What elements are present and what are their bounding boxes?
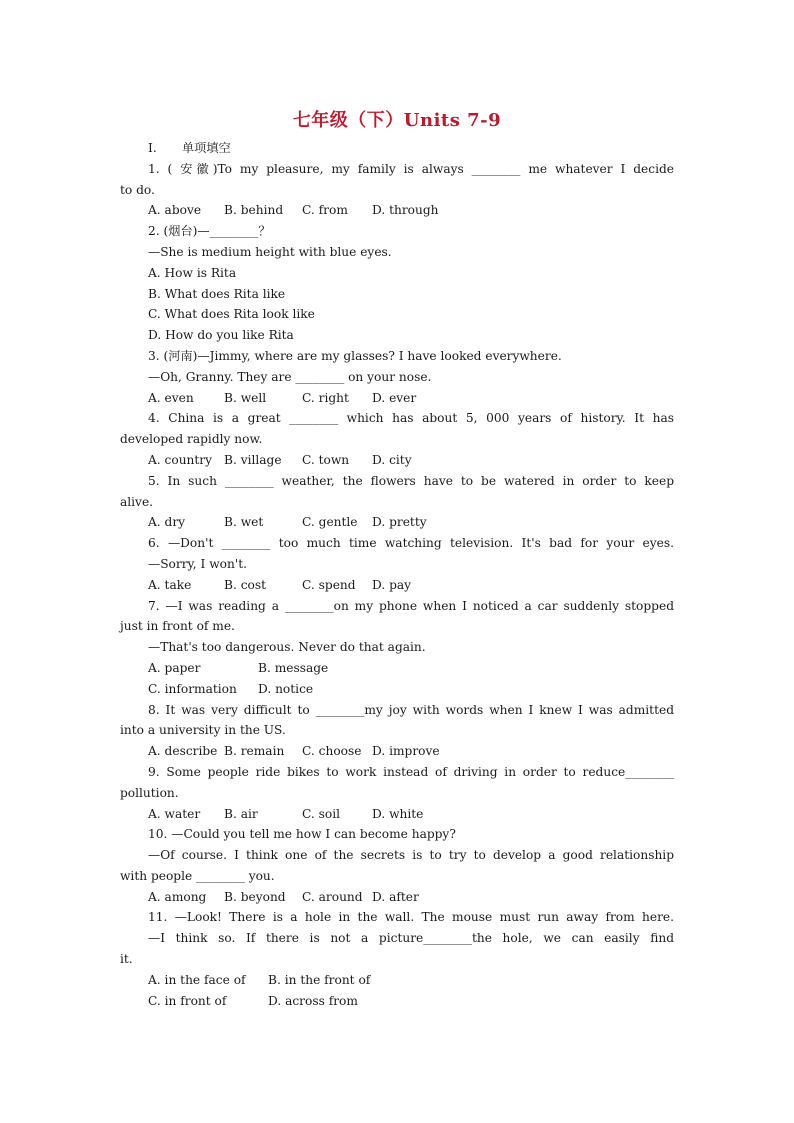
option-d: D. pretty [372, 515, 427, 530]
option-b: B. in the front of [268, 972, 371, 987]
option-a: A. take [148, 577, 192, 592]
question-5-line-1: 5. In such ________ weather, the flowers have to be watered in order to keep [148, 473, 674, 488]
question-1-line-1: 1. ( 安徽)To my pleasure, my family is always ________ me whatever I decide [148, 161, 674, 176]
option-a: A. paper [148, 660, 201, 675]
option-b: B. wet [224, 515, 264, 530]
option-b: B. air [224, 806, 258, 821]
question-7-line-1: 7. —I was reading a ________on my phone when I noticed a car suddenly stopped [148, 598, 674, 613]
question-list [120, 138, 674, 1011]
option-c: C. town [302, 452, 350, 467]
question-7-options-row-2 [120, 679, 674, 700]
option-c: C. spend [302, 577, 356, 592]
section-heading [120, 138, 674, 159]
question-10-line-2: —Of course. I think one of the secrets is to try to develop a good relationship [148, 848, 674, 863]
question-6-options [120, 575, 674, 596]
option-a: A. among [148, 889, 207, 904]
option-c: C. from [302, 203, 348, 218]
option-c: C. right [302, 390, 349, 405]
option-a: A. even [148, 390, 194, 405]
option-a: A. describe [148, 744, 218, 759]
question-8-line-1: 8. It was very difficult to ________my joy with words when I knew I was admitted [148, 702, 674, 717]
option-d: D. after [372, 889, 419, 904]
option-b: B. message [258, 660, 329, 675]
option-a: A. How is Rita [148, 265, 237, 280]
question-8-line-2: into a university in the US. [120, 723, 286, 738]
question-10-options [120, 887, 674, 908]
section-name: 单项填空 [182, 141, 231, 155]
question-11-line-2: —I think so. If there is not a picture________the hole, we can easily find [148, 931, 674, 946]
option-c: C. choose [302, 744, 362, 759]
question-9-line-2: pollution. [120, 785, 179, 800]
question-6-line-2: —Sorry, I won't. [148, 556, 247, 571]
option-c: C. around [302, 889, 363, 904]
option-d: D. notice [258, 681, 314, 696]
option-c: C. in front of [148, 993, 227, 1008]
question-4-line-2: developed rapidly now. [120, 432, 263, 447]
question-3-line-2: —Oh, Granny. They are ________ on your nose. [148, 369, 432, 384]
option-a: A. above [148, 203, 202, 218]
question-7-line-3: —That's too dangerous. Never do that again. [148, 640, 426, 655]
option-c: C. soil [302, 806, 341, 821]
question-2-line-2: —She is medium height with blue eyes. [148, 244, 392, 259]
section-number: Ⅰ. [148, 141, 157, 155]
question-4-options [120, 450, 674, 471]
option-b: B. cost [224, 577, 267, 592]
option-d: D. white [372, 806, 424, 821]
option-b: B. beyond [224, 889, 286, 904]
question-11-line-1: 11. —Look! There is a hole in the wall. The mouse must run away from here. [148, 910, 674, 925]
option-d: D. through [372, 203, 439, 218]
question-2-line-1: 2. (烟台)—________？ [148, 224, 271, 239]
question-7-options-row-1 [120, 658, 674, 679]
question-9-line-1: 9. Some people ride bikes to work instead of driving in order to reduce________ [148, 764, 674, 779]
option-a: A. dry [148, 515, 186, 530]
question-9-options [120, 804, 674, 825]
option-c: C. information [148, 681, 237, 696]
question-1-options [120, 200, 674, 221]
option-d: D. improve [372, 744, 440, 759]
question-4-line-1: 4. China is a great ________ which has about 5, 000 years of history. It has [148, 411, 674, 426]
option-d: D. ever [372, 390, 417, 405]
question-5-line-2: alive. [120, 494, 154, 509]
option-a: A. country [148, 452, 213, 467]
question-11-line-3: it. [120, 952, 133, 967]
option-a: A. in the face of [148, 972, 246, 987]
question-10-line-1: 10. —Could you tell me how I can become happy? [148, 827, 456, 842]
question-5-options [120, 512, 674, 533]
question-11-options-row-2 [120, 991, 674, 1012]
page-title: 七年级（下）Units 7-9 [292, 110, 502, 131]
question-3-options [120, 388, 674, 409]
option-d: D. city [372, 452, 412, 467]
option-b: B. remain [224, 744, 285, 759]
question-6-line-1: 6. —Don't ________ too much time watching television. It's bad for your eyes. [148, 536, 674, 551]
option-b: B. well [224, 390, 267, 405]
option-d: D. pay [372, 577, 412, 592]
question-1-line-2: to do. [120, 182, 155, 197]
option-b: B. behind [224, 203, 284, 218]
question-7-line-2: just in front of me. [120, 619, 235, 634]
option-d: D. How do you like Rita [148, 328, 294, 343]
option-a: A. water [148, 806, 201, 821]
option-b: B. What does Rita like [148, 286, 286, 301]
option-c: C. gentle [302, 515, 358, 530]
option-b: B. village [224, 452, 282, 467]
option-c: C. What does Rita look like [148, 307, 315, 322]
question-11-options-row-1 [120, 970, 674, 991]
question-10-line-3: with people ________ you. [120, 868, 275, 883]
question-3-line-1: 3. (河南)—Jimmy, where are my glasses? I have looked everywhere. [148, 348, 562, 363]
question-8-options [120, 741, 674, 762]
option-d: D. across from [268, 993, 358, 1008]
